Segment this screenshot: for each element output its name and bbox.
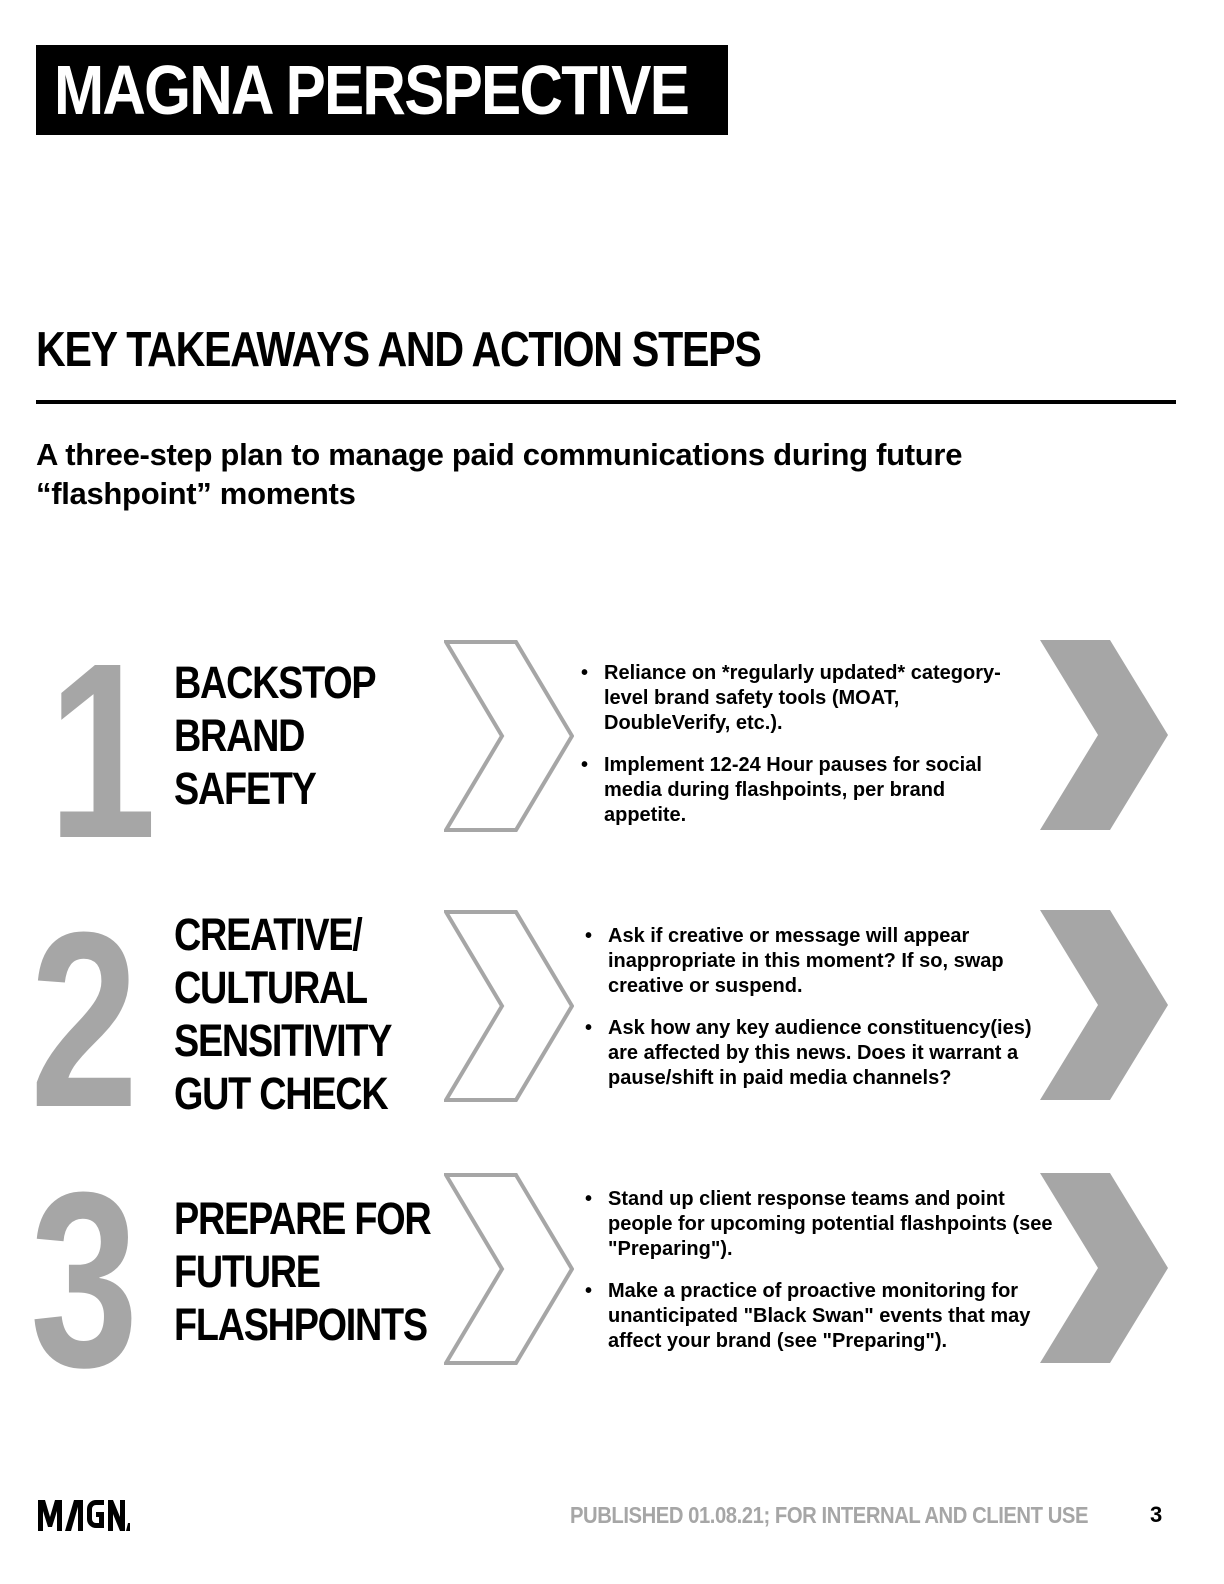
- chevron-solid-icon: [1040, 640, 1168, 830]
- chevron-outline-icon: [444, 640, 574, 832]
- step-bullets: [581, 1187, 1059, 1371]
- chevron-solid-icon: [1040, 910, 1168, 1100]
- step-bullets: [581, 924, 1051, 1108]
- step-number: 3: [30, 1140, 131, 1419]
- step-bullets: [577, 661, 1027, 845]
- step-number: 2: [30, 880, 131, 1159]
- step-number: 1: [48, 611, 149, 890]
- step-title: PREPARE FOR FUTURE FLASHPOINTS: [174, 1193, 431, 1350]
- step-title: BACKSTOP BRAND SAFETY: [174, 657, 376, 814]
- published-note: PUBLISHED 01.08.21; FOR INTERNAL AND CLIENT USE: [570, 1502, 1089, 1528]
- banner-title: MAGNA PERSPECTIVE: [54, 51, 689, 129]
- chevron-solid-icon: [1040, 1173, 1168, 1363]
- section-divider: [36, 400, 1176, 404]
- list-item: • Ask how any key audience constituency(ies) are affected by this news. Does it warrant a pause/shift in paid media channels?: [581, 1016, 1051, 1091]
- list-item: • Reliance on *regularly updated* category-level brand safety tools (MOAT, DoubleVerify, etc.).: [577, 661, 1027, 736]
- chevron-outline-icon: [444, 1173, 574, 1365]
- page-number: 3: [1150, 1502, 1163, 1527]
- list-item: • Stand up client response teams and point people for upcoming potential flashpoints (see "Preparing").: [581, 1187, 1059, 1262]
- list-item: • Implement 12-24 Hour pauses for social media during flashpoints, per brand appetite.: [577, 753, 1027, 828]
- chevron-outline-icon: [444, 910, 574, 1102]
- list-item: • Make a practice of proactive monitoring for unanticipated "Black Swan" events that may affect your brand (see "Preparing").: [581, 1279, 1059, 1354]
- header-banner: [36, 45, 728, 135]
- section-subtitle: A three-step plan to manage paid communications during future “flashpoint” moments: [36, 437, 963, 511]
- list-item: • Ask if creative or message will appear inappropriate in this moment? If so, swap creative or suspend.: [581, 924, 1051, 999]
- magna-logo: [38, 1497, 130, 1533]
- section-title: KEY TAKEAWAYS AND ACTION STEPS: [36, 323, 761, 377]
- step-title: CREATIVE/ CULTURAL SENSITIVITY GUT CHECK: [174, 909, 392, 1119]
